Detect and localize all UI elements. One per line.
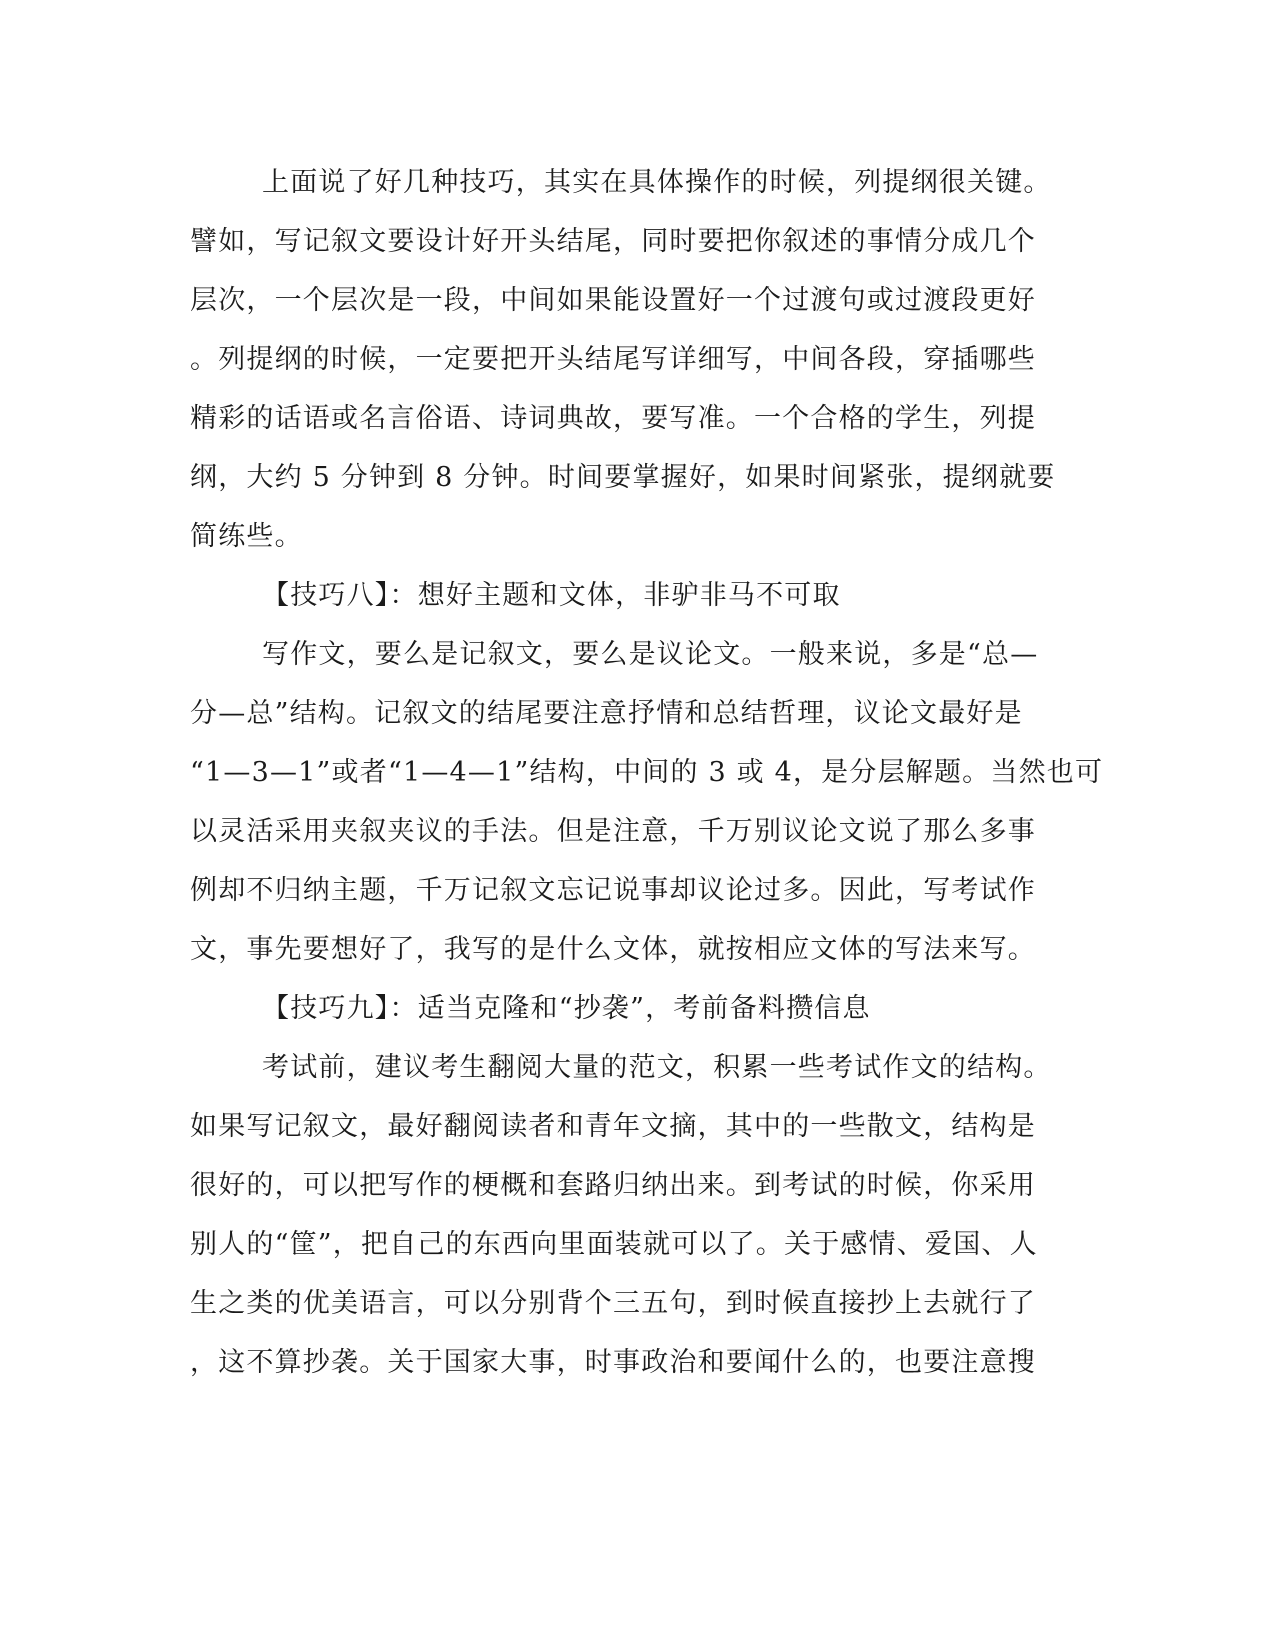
paragraph-line: 考试前，建议考生翻阅大量的范文，积累一些考试作文的结构。: [262, 1052, 1052, 1083]
paragraph-line: 纲，大约 5 分钟到 8 分钟。时间要掌握好，如果时间紧张，提纲就要: [190, 462, 1056, 493]
paragraph-line: 生之类的优美语言，可以分别背个三五句，到时候直接抄上去就行了: [190, 1288, 1036, 1319]
paragraph-line: 层次，一个层次是一段，中间如果能设置好一个过渡句或过渡段更好: [190, 285, 1036, 316]
paragraph-line: 以灵活采用夹叙夹议的手法。但是注意，千万别议论文说了那么多事: [190, 816, 1036, 847]
paragraph-line: 简练些。: [190, 521, 303, 552]
paragraph-line: 上面说了好几种技巧，其实在具体操作的时候，列提纲很关键。: [262, 167, 1052, 198]
paragraph-line: 精彩的话语或名言俗语、诗词典故，要写准。一个合格的学生，列提: [190, 403, 1036, 434]
paragraph-line: 如果写记叙文，最好翻阅读者和青年文摘，其中的一些散文，结构是: [190, 1111, 1036, 1142]
paragraph-line: 分—总”结构。记叙文的结尾要注意抒情和总结哲理，议论文最好是: [190, 698, 1023, 729]
paragraph-line: 很好的，可以把写作的梗概和套路归纳出来。到考试的时候，你采用: [190, 1170, 1036, 1201]
paragraph-line: “1—3—1”或者“1—4—1”结构，中间的 3 或 4，是分层解题。当然也可: [190, 757, 1104, 788]
paragraph-line: 例却不归纳主题，千万记叙文忘记说事却议论过多。因此，写考试作: [190, 875, 1036, 906]
paragraph-line: 譬如，写记叙文要设计好开头结尾，同时要把你叙述的事情分成几个: [190, 226, 1036, 257]
section-heading: 【技巧八】：想好主题和文体，非驴非马不可取: [262, 580, 841, 611]
paragraph-line: 写作文，要么是记叙文，要么是议论文。一般来说，多是“总—: [262, 639, 1039, 670]
paragraph-line: 。列提纲的时候，一定要把开头结尾写详细写，中间各段，穿插哪些: [190, 344, 1036, 375]
paragraph-line: 别人的“筐”，把自己的东西向里面装就可以了。关于感情、爱国、人: [190, 1229, 1038, 1260]
paragraph-line: 文，事先要想好了，我写的是什么文体，就按相应文体的写法来写。: [190, 934, 1036, 965]
section-heading: 【技巧九】：适当克隆和“抄袭”，考前备料攒信息: [262, 993, 871, 1024]
paragraph-line: ，这不算抄袭。关于国家大事，时事政治和要闻什么的，也要注意搜: [190, 1347, 1036, 1378]
